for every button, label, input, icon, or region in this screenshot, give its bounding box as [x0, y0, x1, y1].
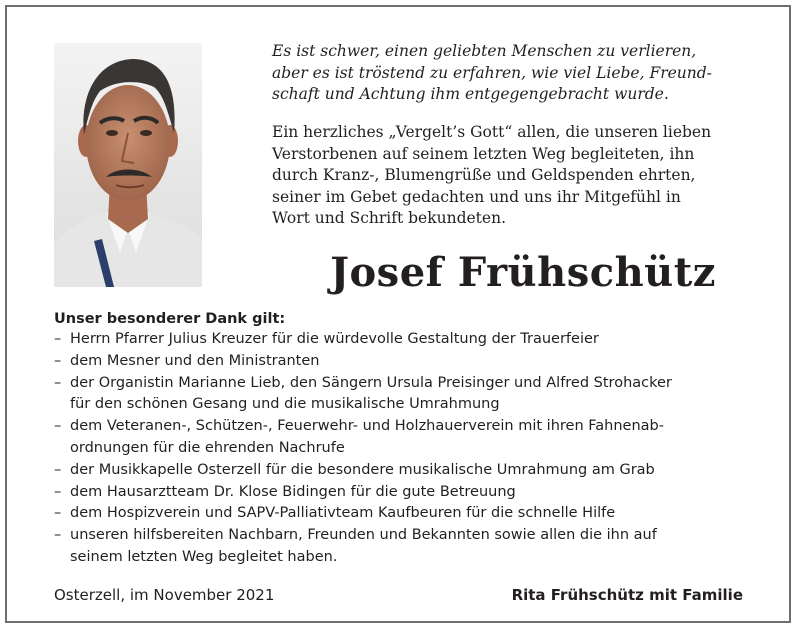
thanks-line: seiner im Gebet gedachten und uns ihr Mitgefühl in	[272, 187, 681, 206]
opening-quote	[272, 41, 772, 106]
quote-line: schaft und Achtung ihm entgegengebracht wurde.	[272, 85, 669, 103]
list-item-line: dem Mesner und den Ministranten	[70, 352, 320, 369]
list-item-line: ordnungen für die ehrenden Nachrufe	[70, 439, 345, 456]
deceased-name: Josef Frühschütz	[330, 249, 716, 296]
quote-line: Es ist schwer, einen geliebten Menschen zu verlieren,	[272, 42, 697, 60]
dash-bullet: –	[54, 352, 62, 369]
obituary-card	[5, 5, 791, 623]
list-item	[54, 329, 774, 351]
list-item	[54, 416, 774, 460]
thanks-paragraph	[272, 122, 772, 230]
list-item	[54, 503, 774, 525]
dash-bullet: –	[54, 505, 62, 522]
place-date: Osterzell, im November 2021	[54, 586, 275, 604]
list-item-line: seinem letzten Weg begleitet haben.	[70, 548, 338, 565]
portrait-photo	[54, 43, 202, 287]
dash-bullet: –	[54, 527, 62, 544]
list-item	[54, 525, 774, 569]
thanks-line: durch Kranz-, Blumengrüße und Geldspenden ehrten,	[272, 166, 696, 184]
dash-bullet: –	[54, 418, 62, 435]
dash-bullet: –	[54, 331, 62, 347]
list-item-line: dem Veteranen-, Schützen-, Feuerwehr- und Holzhauerverein mit ihren Fahnenab-	[70, 418, 664, 435]
list-item-line: unseren hilfsbereiten Nachbarn, Freunden und Bekannten sowie allen die ihn auf	[70, 527, 657, 544]
list-item	[54, 373, 774, 417]
thanks-line: Verstorbenen auf seinem letzten Weg begleiteten, ihn	[272, 144, 695, 163]
dash-bullet: –	[54, 374, 62, 391]
thanks-line: Ein herzliches „Vergelt’s Gott“ allen, die unseren lieben	[272, 123, 712, 141]
thanks-line: Wort und Schrift bekundeten.	[272, 209, 506, 227]
list-item	[54, 351, 774, 373]
list-item	[54, 482, 774, 504]
dash-bullet: –	[54, 483, 62, 500]
list-item-line: dem Hospizverein und SAPV-Palliativteam Kaufbeuren für die schnelle Hilfe	[70, 505, 616, 522]
dash-bullet: –	[54, 461, 62, 478]
list-item	[54, 460, 774, 482]
list-item-line: der Musikkapelle Osterzell für die besondere musikalische Umrahmung am Grab	[70, 461, 655, 478]
list-item-line: für den schönen Gesang und die musikalische Umrahmung	[70, 396, 500, 413]
dank-heading: Unser besonderer Dank gilt:	[54, 311, 286, 327]
list-item-line: der Organistin Marianne Lieb, den Sängern Ursula Preisinger und Alfred Strohacker	[70, 374, 672, 391]
list-item-line: Herrn Pfarrer Julius Kreuzer für die würdevolle Gestaltung der Trauerfeier	[70, 331, 599, 347]
dank-list	[54, 329, 774, 569]
family-signature: Rita Frühschütz mit Familie	[511, 586, 743, 604]
quote-line: aber es ist tröstend zu erfahren, wie viel Liebe, Freund-	[272, 63, 712, 82]
list-item-line: dem Hausarztteam Dr. Klose Bidingen für die gute Betreuung	[70, 483, 516, 500]
